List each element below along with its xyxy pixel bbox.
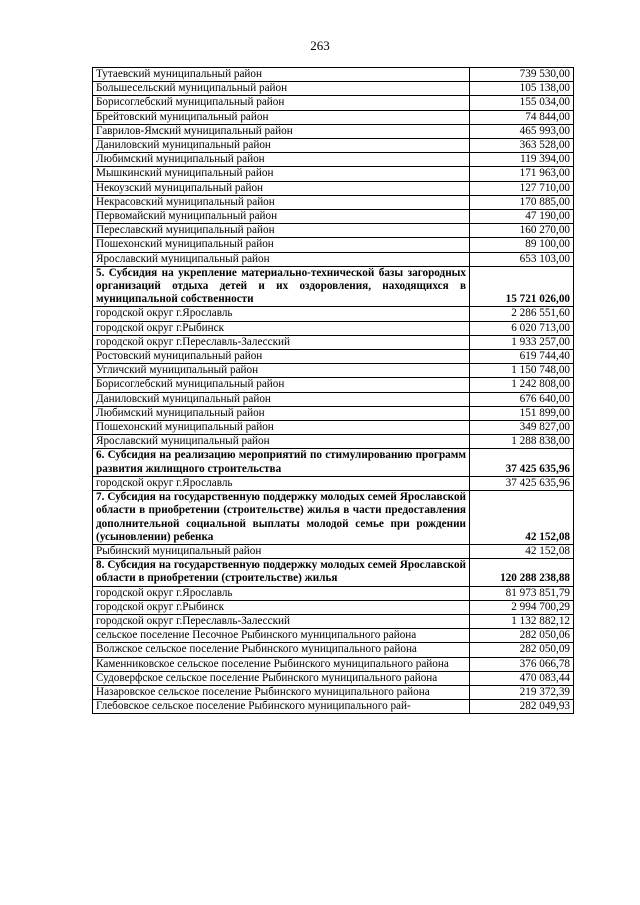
amount-cell: 47 190,00 (470, 210, 574, 224)
recipient-name-cell: Даниловский муниципальный район (93, 392, 470, 406)
table-row (93, 421, 574, 435)
subsidy-header-row (93, 559, 574, 586)
recipient-name-cell: Брейтовский муниципальный район (93, 110, 470, 124)
recipient-name-cell: Борисоглебский муниципальный район (93, 378, 470, 392)
table-row (93, 181, 574, 195)
amount-cell: 160 270,00 (470, 224, 574, 238)
table-row (93, 68, 574, 82)
amount-cell: 171 963,00 (470, 167, 574, 181)
table-row (93, 252, 574, 266)
amount-cell: 1 242 808,00 (470, 378, 574, 392)
table-row (93, 657, 574, 671)
subsidy-title-cell: 6. Субсидия на реализацию мероприятий по стимулированию программ развития жилищного строительства (93, 449, 470, 476)
table-row (93, 600, 574, 614)
amount-cell: 376 066,78 (470, 657, 574, 671)
recipient-name-cell: Большесельский муниципальный район (93, 82, 470, 96)
amount-cell: 470 083,44 (470, 671, 574, 685)
table-row (93, 544, 574, 558)
subsidy-header-row (93, 491, 574, 545)
recipient-name-cell: Каменниковское сельское поселение Рыбинского муниципального района (93, 657, 470, 671)
subsidy-header-row (93, 449, 574, 476)
table-row (93, 195, 574, 209)
amount-cell: 2 994 700,29 (470, 600, 574, 614)
subsidy-total-cell: 15 721 026,00 (470, 266, 574, 307)
amount-cell: 1 288 838,00 (470, 435, 574, 449)
amount-cell: 6 020 713,00 (470, 321, 574, 335)
subsidy-header-row (93, 266, 574, 307)
amount-cell: 282 050,09 (470, 643, 574, 657)
recipient-name-cell: городской округ г.Ярославль (93, 307, 470, 321)
amount-cell: 1 132 882,12 (470, 614, 574, 628)
amount-cell: 1 150 748,00 (470, 364, 574, 378)
amount-cell: 155 034,00 (470, 96, 574, 110)
recipient-name-cell: Любимский муниципальный район (93, 406, 470, 420)
table-row (93, 139, 574, 153)
recipient-name-cell: Глебовское сельское поселение Рыбинского муниципального рай- (93, 700, 470, 714)
recipient-name-cell: городской округ г.Рыбинск (93, 321, 470, 335)
table-row (93, 335, 574, 349)
table-row (93, 476, 574, 490)
table-row (93, 378, 574, 392)
table-row (93, 96, 574, 110)
table-row (93, 124, 574, 138)
recipient-name-cell: городской округ г.Ярославль (93, 476, 470, 490)
amount-cell: 119 394,00 (470, 153, 574, 167)
recipient-name-cell: Тутаевский муниципальный район (93, 68, 470, 82)
amount-cell: 1 933 257,00 (470, 335, 574, 349)
table-row (93, 167, 574, 181)
subsidy-table-body (93, 68, 574, 714)
recipient-name-cell: сельское поселение Песочное Рыбинского муниципального района (93, 629, 470, 643)
subsidy-total-cell: 120 288 238,88 (470, 559, 574, 586)
recipient-name-cell: Любимский муниципальный район (93, 153, 470, 167)
recipient-name-cell: городской округ г.Переславль-Залесский (93, 614, 470, 628)
table-row (93, 321, 574, 335)
recipient-name-cell: Рыбинский муниципальный район (93, 544, 470, 558)
amount-cell: 465 993,00 (470, 124, 574, 138)
table-row (93, 110, 574, 124)
table-row (93, 392, 574, 406)
subsidy-title-cell: 7. Субсидия на государственную поддержку молодых семей Ярославской области в приобретении (строительстве) жилья в части предоставления дополнительной социальной выплаты молодой семье при рождении (усыновлении) ребенка (93, 491, 470, 545)
subsidy-total-cell: 42 152,08 (470, 491, 574, 545)
table-row (93, 82, 574, 96)
amount-cell: 37 425 635,96 (470, 476, 574, 490)
subsidy-total-cell: 37 425 635,96 (470, 449, 574, 476)
amount-cell: 219 372,39 (470, 685, 574, 699)
table-row (93, 153, 574, 167)
table-row (93, 238, 574, 252)
subsidy-title-cell: 8. Субсидия на государственную поддержку молодых семей Ярославской области в приобретении (строительстве) жилья (93, 559, 470, 586)
amount-cell: 42 152,08 (470, 544, 574, 558)
table-row (93, 435, 574, 449)
amount-cell: 170 885,00 (470, 195, 574, 209)
recipient-name-cell: Некоузский муниципальный район (93, 181, 470, 195)
page-number: 263 (310, 38, 330, 53)
recipient-name-cell: Гаврилов-Ямский муниципальный район (93, 124, 470, 138)
table-row (93, 307, 574, 321)
recipient-name-cell: Ярославский муниципальный район (93, 252, 470, 266)
amount-cell: 363 528,00 (470, 139, 574, 153)
table-row (93, 643, 574, 657)
recipient-name-cell: Переславский муниципальный район (93, 224, 470, 238)
amount-cell: 127 710,00 (470, 181, 574, 195)
recipient-name-cell: Некрасовский муниципальный район (93, 195, 470, 209)
table-row (93, 364, 574, 378)
recipient-name-cell: Даниловский муниципальный район (93, 139, 470, 153)
table-row (93, 210, 574, 224)
table-row (93, 350, 574, 364)
amount-cell: 81 973 851,79 (470, 586, 574, 600)
table-row (93, 614, 574, 628)
amount-cell: 282 049,93 (470, 700, 574, 714)
recipient-name-cell: Пошехонский муниципальный район (93, 421, 470, 435)
amount-cell: 739 530,00 (470, 68, 574, 82)
recipient-name-cell: Волжское сельское поселение Рыбинского муниципального района (93, 643, 470, 657)
recipient-name-cell: Судоверфское сельское поселение Рыбинского муниципального района (93, 671, 470, 685)
table-row (93, 586, 574, 600)
amount-cell: 89 100,00 (470, 238, 574, 252)
amount-cell: 2 286 551,60 (470, 307, 574, 321)
table-row (93, 224, 574, 238)
recipient-name-cell: городской округ г.Переславль-Залесский (93, 335, 470, 349)
recipient-name-cell: Первомайский муниципальный район (93, 210, 470, 224)
recipient-name-cell: Борисоглебский муниципальный район (93, 96, 470, 110)
subsidy-title-cell: 5. Субсидия на укрепление материально-технической базы загородных организаций отдыха детей и их оздоровления, находящихся в муниципальной собственности (93, 266, 470, 307)
recipient-name-cell: городской округ г.Рыбинск (93, 600, 470, 614)
amount-cell: 151 899,00 (470, 406, 574, 420)
recipient-name-cell: Ярославский муниципальный район (93, 435, 470, 449)
recipient-name-cell: Назаровское сельское поселение Рыбинского муниципального района (93, 685, 470, 699)
recipient-name-cell: Угличский муниципальный район (93, 364, 470, 378)
subsidy-table (92, 67, 574, 714)
amount-cell: 676 640,00 (470, 392, 574, 406)
amount-cell: 653 103,00 (470, 252, 574, 266)
recipient-name-cell: Мышкинский муниципальный район (93, 167, 470, 181)
recipient-name-cell: Пошехонский муниципальный район (93, 238, 470, 252)
table-row (93, 406, 574, 420)
amount-cell: 282 050,06 (470, 629, 574, 643)
amount-cell: 619 744,40 (470, 350, 574, 364)
table-row (93, 629, 574, 643)
table-row (93, 685, 574, 699)
recipient-name-cell: Ростовский муниципальный район (93, 350, 470, 364)
amount-cell: 105 138,00 (470, 82, 574, 96)
table-row (93, 671, 574, 685)
table-row (93, 700, 574, 714)
amount-cell: 349 827,00 (470, 421, 574, 435)
recipient-name-cell: городской округ г.Ярославль (93, 586, 470, 600)
amount-cell: 74 844,00 (470, 110, 574, 124)
